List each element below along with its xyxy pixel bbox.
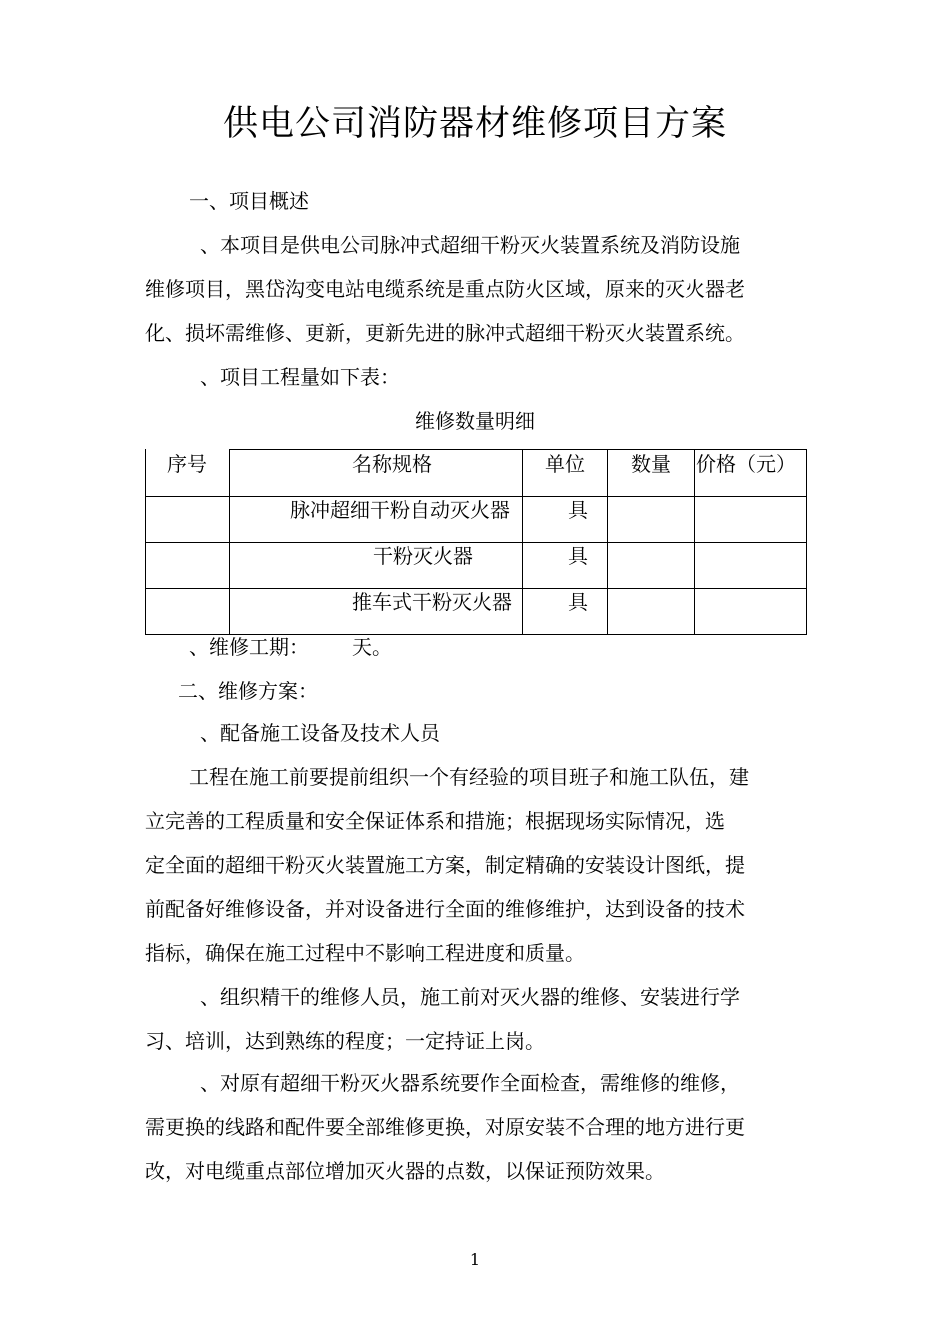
table-border — [607, 449, 608, 635]
paragraph-line: 、组织精干的维修人员，施工前对灭火器的维修、安装进行学 — [200, 985, 740, 1009]
table-border — [145, 449, 146, 635]
section1-heading: 一、项目概述 — [189, 189, 309, 213]
paragraph-line: 、对原有超细干粉灭火器系统要作全面检查，需维修的维修， — [200, 1071, 740, 1095]
paragraph-line: 前配备好维修设备，并对设备进行全面的维修维护，达到设备的技术 — [145, 897, 745, 921]
page-number: 1 — [469, 1250, 481, 1269]
table-cell-unit: 具 — [568, 498, 588, 522]
table-cell-name: 推车式干粉灭火器 — [352, 590, 512, 614]
table-caption: 维修数量明细 — [415, 409, 535, 433]
period-label: 、维修工期： — [189, 635, 309, 659]
section1-line: 、项目工程量如下表： — [200, 365, 400, 389]
table-border — [229, 449, 807, 450]
section2-heading: 二、维修方案： — [178, 679, 318, 703]
paragraph-line: 习、培训，达到熟练的程度；一定持证上岗。 — [145, 1029, 545, 1053]
table-border — [522, 449, 523, 635]
table-cell-name: 干粉灭火器 — [373, 544, 473, 568]
section1-line: 维修项目，黑岱沟变电站电缆系统是重点防火区域，原来的灭火器老 — [145, 277, 745, 301]
paragraph-line: 改，对电缆重点部位增加灭火器的点数，以保证预防效果。 — [145, 1159, 665, 1183]
table-header-cell: 价格（元） — [696, 452, 796, 476]
paragraph-line: 定全面的超细干粉灭火装置施工方案，制定精确的安装设计图纸，提 — [145, 853, 745, 877]
table-border — [694, 449, 695, 635]
table-header-cell: 单位 — [545, 452, 585, 476]
page-title: 供电公司消防器材维修项目方案 — [222, 104, 727, 144]
paragraph-line: 工程在施工前要提前组织一个有经验的项目班子和施工队伍，建 — [189, 765, 749, 789]
table-border — [806, 449, 807, 635]
table-cell-unit: 具 — [568, 544, 588, 568]
section2-subheading: 、配备施工设备及技术人员 — [200, 721, 440, 745]
section1-line: 、本项目是供电公司脉冲式超细干粉灭火装置系统及消防设施 — [200, 233, 740, 257]
period-unit: 天。 — [352, 635, 392, 659]
paragraph-line: 需更换的线路和配件要全部维修更换，对原安装不合理的地方进行更 — [145, 1115, 745, 1139]
table-cell-unit: 具 — [568, 590, 588, 614]
table-cell-name: 脉冲超细干粉自动灭火器 — [290, 498, 510, 522]
table-header-cell: 名称规格 — [352, 452, 432, 476]
table-header-cell: 数量 — [631, 452, 671, 476]
table-header-cell: 序号 — [167, 452, 207, 476]
paragraph-line: 指标，确保在施工过程中不影响工程进度和质量。 — [145, 941, 585, 965]
paragraph-line: 立完善的工程质量和安全保证体系和措施；根据现场实际情况，选 — [145, 809, 725, 833]
section1-line: 化、损坏需维修、更新，更新先进的脉冲式超细干粉灭火装置系统。 — [145, 321, 745, 345]
